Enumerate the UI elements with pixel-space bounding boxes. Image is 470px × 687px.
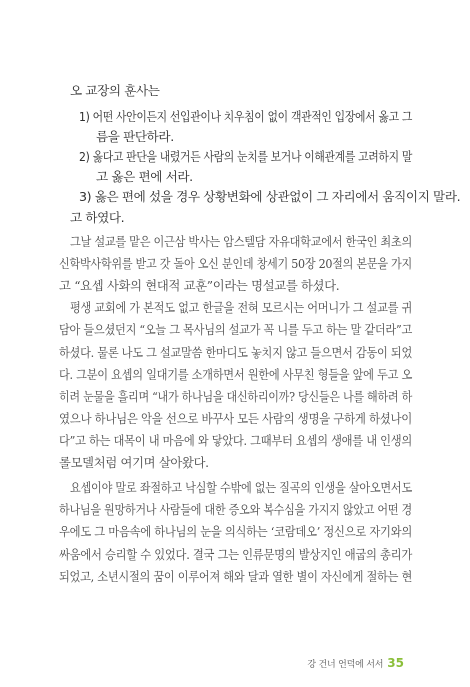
- paragraph-2-line-7: 다”고 하는 대목이 내 마음에 와 닿았다. 그때부터 요셉의 생애를 내 인생의: [59, 434, 412, 448]
- paragraph-1-line-3: 고 “요셉 사화의 현대적 교훈”이라는 명설교를 하셨다.: [59, 279, 340, 293]
- rule-1-line-2: 름을 판단하라.: [96, 129, 174, 144]
- paragraph-1-line-1: 그날 설교를 맡은 이근삼 박사는 암스텔담 자유대학교에서 한국인 최초의: [70, 235, 412, 249]
- said-line: 고 하였다.: [70, 210, 125, 225]
- paragraph-2-line-6: 였으나 하나님은 악을 선으로 바꾸사 모든 사람의 생명을 구하게 하셨나이: [59, 412, 412, 426]
- rule-3-line-1: 3) 옳은 편에 섰을 경우 상황변화에 상관없이 그 자리에서 움직이지 말라.: [79, 189, 461, 204]
- paragraph-3-line-2: 하나님을 원망하거나 사람들에 대한 증오와 복수심을 가지지 않았고 어떤 경: [59, 503, 412, 517]
- paragraph-2-line-8: 롤모델처럼 여기며 살아왔다.: [59, 456, 209, 470]
- page-footer: [307, 652, 404, 671]
- sermon-heading: 오 교장의 훈사는: [70, 83, 160, 98]
- page-number: 35: [387, 656, 404, 670]
- paragraph-3-line-1: 요셉이야 말로 좌절하고 낙심할 수밖에 없는 질곡의 인생을 살아오면서도: [70, 481, 412, 495]
- paragraph-3-line-5: 되었고, 소년시절의 꿈이 이루어져 해와 달과 열한 별이 자신에게 절하는 현: [59, 570, 412, 584]
- paragraph-3-line-3: 우에도 그 마음속에 하나님의 눈을 의식하는 ‘코람데오’ 정신으로 자기와의: [59, 525, 412, 539]
- paragraph-2-line-5: 히려 눈물을 흘리며 “내가 하나님을 대신하리이까? 당신들은 나를 해하려 하: [59, 390, 412, 404]
- rule-2-line-2: 고 옳은 편에 서라.: [96, 169, 193, 184]
- rule-1-line-1: 1) 어떤 사안이든지 선입관이나 치우침이 없이 객관적인 입장에서 옳고 그: [79, 109, 412, 124]
- paragraph-2-line-3: 하셨다. 물론 나도 그 설교말씀 한마디도 놓치지 않고 들으면서 감동이 되었: [59, 346, 412, 360]
- paragraph-2-line-4: 다. 그분이 요셉의 일대기를 소개하면서 원한에 사무친 형들을 앞에 두고 오: [59, 368, 412, 382]
- paragraph-2-line-1: 평생 교회에 가 본적도 없고 한글을 전혀 모르시는 어머니가 그 설교를 귀: [70, 301, 412, 315]
- running-title: 강 건너 언덕에 서서: [307, 660, 384, 670]
- paragraph-2-line-2: 담아 들으셨던지 “오늘 그 목사님의 설교가 꼭 니를 두고 하는 말 같더라”고: [59, 323, 412, 337]
- paragraph-1-line-2: 신학박사학위를 받고 갓 돌아 오신 분인데 창세기 50장 20절의 본문을 가지: [59, 257, 412, 271]
- paragraph-3-line-4: 싸움에서 승리할 수 있었다. 결국 그는 인류문명의 발상지인 애굽의 총리가: [59, 548, 412, 562]
- rule-2-line-1: 2) 옳다고 판단을 내렸거든 사람의 눈치를 보거나 이해관계를 고려하지 말: [79, 149, 412, 164]
